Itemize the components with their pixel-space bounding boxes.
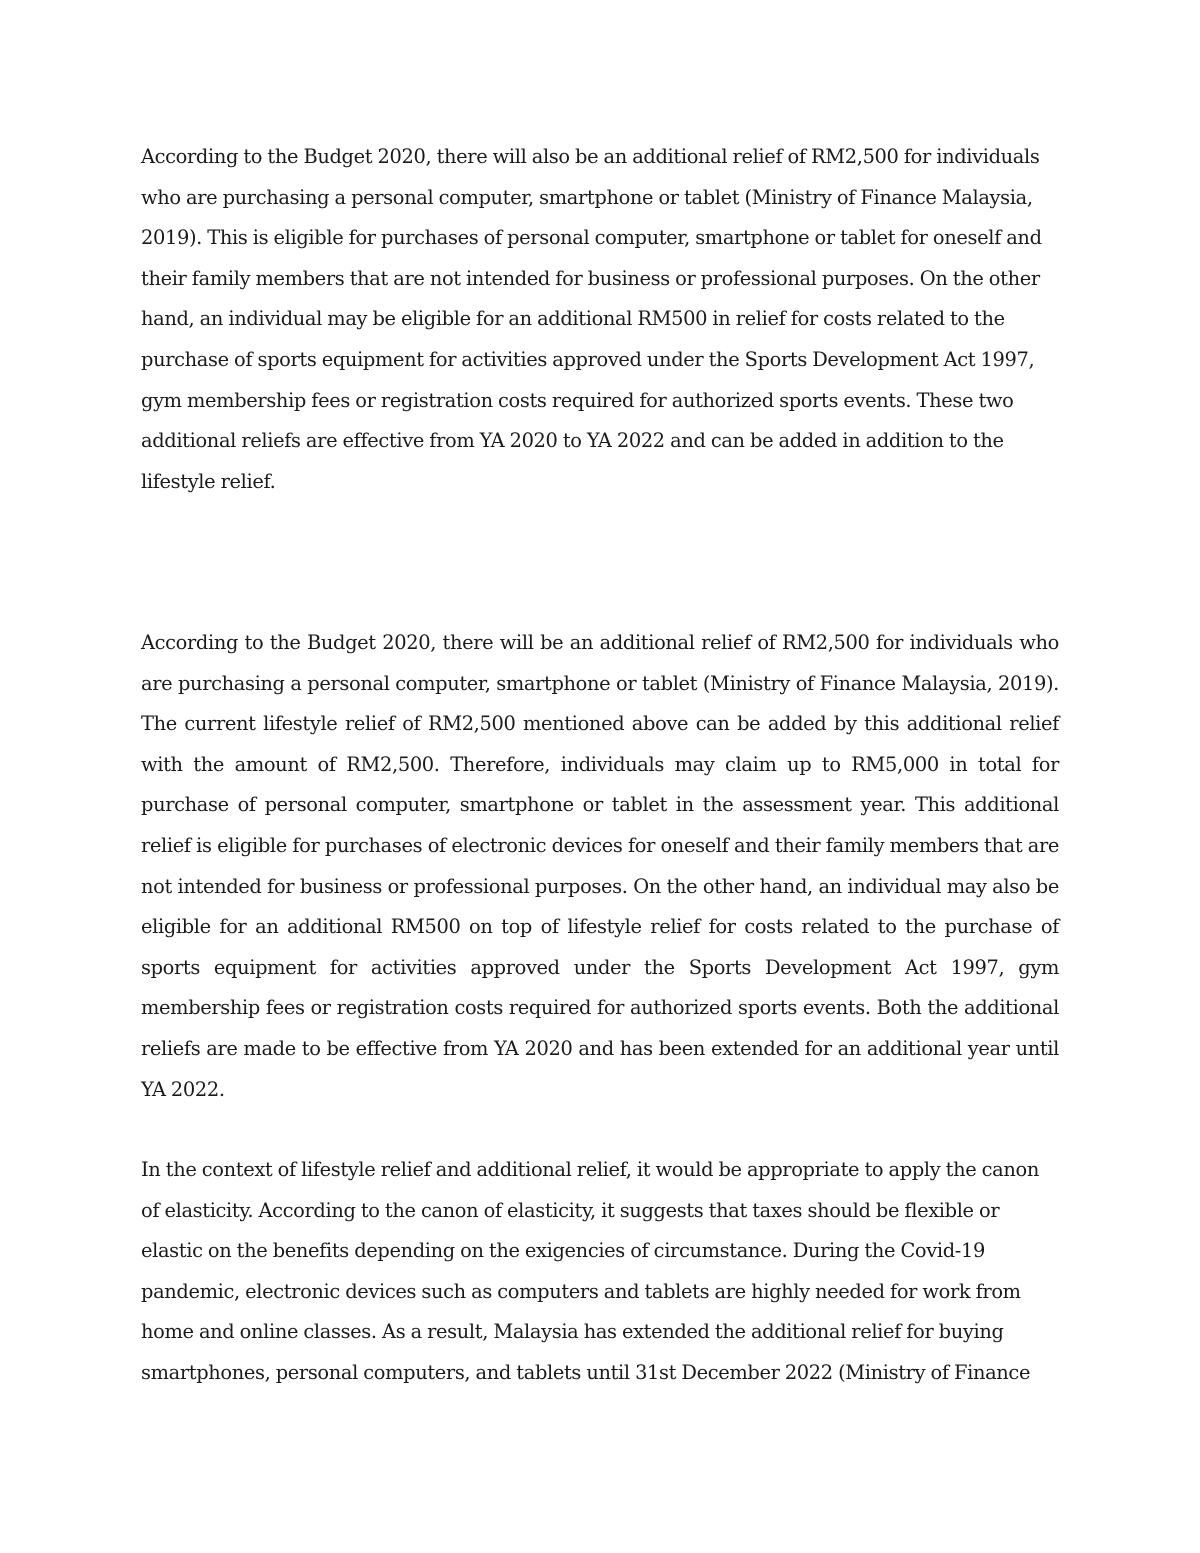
- paragraph-canon-of-elasticity: In the context of lifestyle relief and additional relief, it would be appropriate to apply the canon of elasticity. According to the canon of elasticity, it suggests that taxes should be flexible or elastic on the benefits depending on the exigencies of circumstance. During the Covid-19 pandemic, electronic devices such as computers and tablets are highly needed for work from home and online classes. As a result, Malaysia has extended the additional relief for buying smartphones, personal computers, and tablets until 31st December 2022 (Ministry of Finance: [141, 1158, 1039, 1384]
- paragraph-budget-2020-relief: According to the Budget 2020, there will also be an additional relief of RM2,500 for individuals who are purchasing a personal computer, smartphone or tablet (Ministry of Finance Malaysia, 2019). This is eligible for purchases of personal computer, smartphone or tablet for oneself and their family members that are not intended for business or professional purposes. On the other hand, an individual may be eligible for an additional RM500 in relief for costs related to the purchase of sports equipment for activities approved under the Sports Development Act 1997, gym membership fees or registration costs required for authorized sports events. These two additional reliefs are effective from YA 2020 to YA 2022 and can be added in addition to the lifestyle relief.: [141, 145, 1042, 493]
- paragraph-additional-relief-details: According to the Budget 2020, there will be an additional relief of RM2,500 for individuals who are purchasing a personal computer, smartphone or tablet (Ministry of Finance Malaysia, 2019). The current lifestyle relief of RM2,500 mentioned above can be added by this additional relief with the amount of RM2,500. Therefore, individuals may claim up to RM5,000 in total for purchase of personal computer, smartphone or tablet in the assessment year. This additional relief is eligible for purchases of electronic devices for oneself and their family members that are not intended for business or professional purposes. On the other hand, an individual may also be eligible for an additional RM500 on top of lifestyle relief for costs related to the purchase of sports equipment for activities approved under the Sports Development Act 1997, gym membership fees or registration costs required for authorized sports events. Both the additional reliefs are made to be effective from YA 2020 and has been extended for an additional year until YA 2022.: [141, 631, 1059, 1101]
